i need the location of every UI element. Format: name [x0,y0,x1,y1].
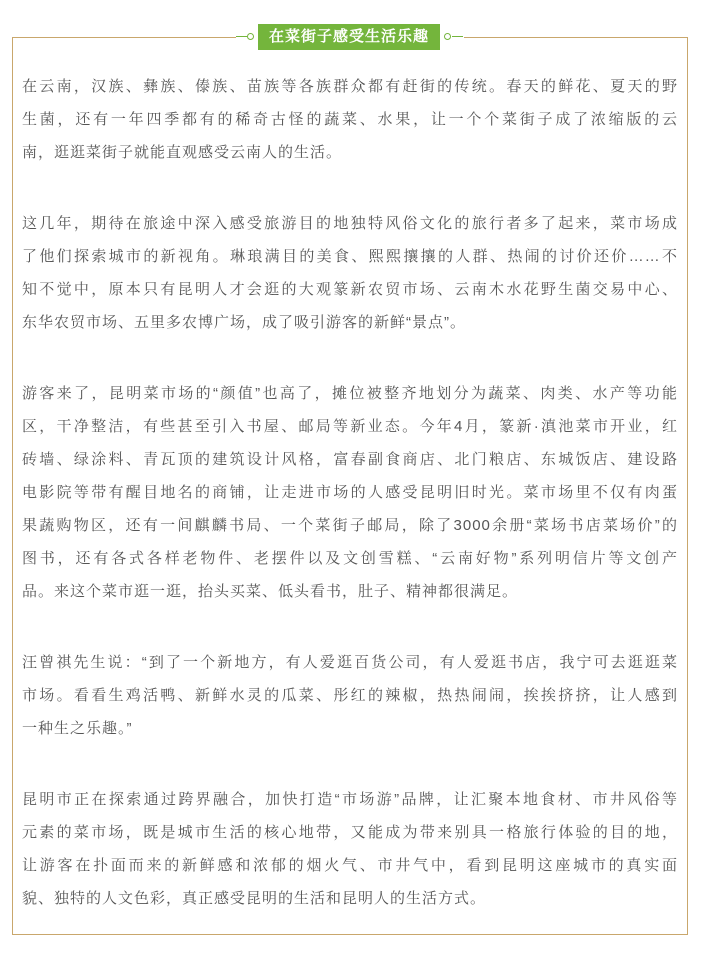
paragraph-line: 昆明市正在探索通过跨界融合，加快打造“市场游”品牌，让汇聚本地食材、市井风俗等 [22,791,678,808]
paragraph-1 [22,70,678,169]
paragraph-line: 游客来了，昆明菜市场的“颜值”也高了，摊位被整齐地划分为蔬菜、肉类、水产等功能 [22,385,678,402]
paragraph-2 [22,207,678,339]
paragraph-line: 电影院等带有醒目地名的商铺，让走进市场的人感受昆明旧时光。菜市场里不仅有肉蛋 [22,484,678,501]
paragraph-line: 砖墙、绿涂料、青瓦顶的建筑设计风格，富春副食商店、北门粮店、东城饭店、建设路 [22,451,678,468]
section-title-badge: 在菜街子感受生活乐趣 [258,24,440,50]
paragraph-line: 知不觉中，原本只有昆明人才会逛的大观篆新农贸市场、云南木水花野生菌交易中心、 [22,281,678,298]
paragraph-line: 汪曾祺先生说：“到了一个新地方，有人爱逛百货公司，有人爱逛书店，我宁可去逛逛菜 [22,654,678,671]
paragraph-line: 生菌，还有一年四季都有的稀奇古怪的蔬菜、水果，让一个个菜街子成了浓缩版的云 [22,111,678,128]
paragraph-line: 市场。看看生鸡活鸭、新鲜水灵的瓜菜、彤红的辣椒，热热闹闹，挨挨挤挤，让人感到 [22,687,678,704]
paragraph-line: 让游客在扑面而来的新鲜感和浓郁的烟火气、市井气中，看到昆明这座城市的真实面 [22,857,678,874]
paragraph-5 [22,783,678,915]
paragraph-line: 在云南，汉族、彝族、傣族、苗族等各族群众都有赶街的传统。春天的鲜花、夏天的野 [22,78,678,95]
paragraph-line: 图书，还有各式各样老物件、老摆件以及文创雪糕、“云南好物”系列明信片等文创产 [22,550,678,567]
ornament-ring-left [247,33,254,40]
paragraph-3 [22,377,678,608]
paragraph-line: 一种生之乐趣。” [22,720,133,737]
paragraph-line: 区，干净整洁，有些甚至引入书屋、邮局等新业态。今年4月，篆新·滇池菜市开业，红 [22,418,678,435]
article-card [12,37,688,935]
paragraph-4 [22,646,678,745]
paragraph-line: 了他们探索城市的新视角。琳琅满目的美食、熙熙攘攘的人群、热闹的讨价还价……不 [22,248,678,265]
paragraph-line: 东华农贸市场、五里多农博广场，成了吸引游客的新鲜“景点”。 [22,314,466,331]
paragraph-line: 品。来这个菜市逛一逛，抬头买菜、低头看书，肚子、精神都很满足。 [22,583,519,600]
ornament-ring-right [444,33,451,40]
ornament-line-right [452,36,463,37]
paragraph-line: 貌、独特的人文色彩，真正感受昆明的生活和昆明人的生活方式。 [22,890,487,907]
paragraph-line: 元素的菜市场，既是城市生活的核心地带，又能成为带来别具一格旅行体验的目的地， [22,824,678,841]
paragraph-line: 南，逛逛菜街子就能直观感受云南人的生活。 [22,144,343,161]
paragraph-line: 这几年，期待在旅途中深入感受旅游目的地独特风俗文化的旅行者多了起来，菜市场成 [22,215,678,232]
ornament-line-left [236,36,247,37]
section-title-header [236,24,464,50]
paragraph-line: 果蔬购物区，还有一间麒麟书局、一个菜街子邮局，除了3000余册“菜场书店菜场价”的 [22,517,678,534]
